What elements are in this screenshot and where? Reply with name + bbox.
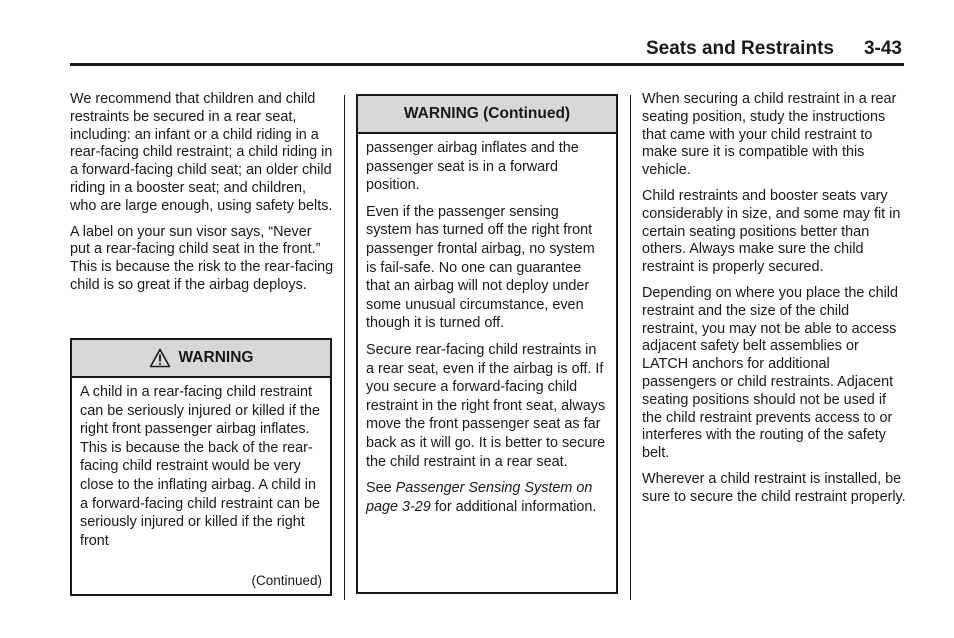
see-reference-paragraph (366, 479, 608, 516)
warning-body (72, 378, 330, 550)
page-number: 3-43 (863, 38, 902, 59)
paragraph: Secure rear-facing child restraints in a rear seat, even if the airbag is off. If you secure a forward-facing child restraint in the right front seat, always move the front passenger seat as far back as it will go. It is better to secure the child restraint in a rear seat. (366, 341, 606, 470)
paragraph: Even if the passenger sensing system has turned off the right front passenger frontal airbag, no system is fail-safe. No one can guarantee that an airbag will not deploy under some unusual circumstance, even though it is turned off. (366, 203, 595, 332)
warning-triangle-icon (149, 348, 171, 368)
warning-continued-body (358, 134, 616, 516)
header-rule (70, 63, 904, 66)
warning-text: A child in a rear-facing child restraint can be seriously injured or killed if the right front passenger airbag inflates. This is because the back of the rear-facing child restraint would be very close to the inflating airbag. A child in a forward-facing child restraint can be seriously injured or killed if the right front (80, 384, 320, 549)
paragraph: Depending on where you place the child restraint and the size of the child restraint, you may not be able to access adjacent safety belt assemblies or LATCH anchors for additional passengers or child restraints. Adjacent seating positions should not be used if the child restraint prevents access to or interferes with the routing of the safety belt. (642, 284, 899, 462)
paragraph: Child restraints and booster seats vary considerably in size, and some may fit in certain seating positions better than others. Always make sure the child restraint is properly secured. (642, 187, 901, 276)
paragraph: When securing a child restraint in a rear seating position, study the instructions that came with your child restraint to make sure it is compatible with this vehicle. (642, 91, 897, 179)
continued-label: (Continued) (251, 573, 322, 588)
paragraph: Wherever a child restraint is installed, be sure to secure the child restraint properly. (642, 470, 906, 505)
paragraph: A label on your sun visor says, “Never put a rear-facing child seat in the front.” This is because the risk to the rear-facing child is so great if the airbag deploys. (70, 223, 334, 293)
page-reference-link[interactable]: Passenger Sensing System on page 3-29 (366, 480, 593, 515)
see-prefix: See (366, 480, 396, 497)
section-title: Seats and Restraints (646, 38, 834, 59)
see-suffix: for additional information. (430, 498, 597, 515)
warning-continued-heading: WARNING (Continued) (358, 96, 616, 134)
warning-heading-text: WARNING (178, 349, 254, 366)
column-1 (70, 91, 334, 303)
column-divider (344, 95, 345, 600)
column-divider (630, 95, 631, 600)
paragraph: passenger airbag inflates and the passenger seat is in a forward position. (366, 140, 579, 194)
header-title (646, 38, 902, 60)
warning-heading (72, 340, 330, 378)
warning-continued-box (356, 94, 618, 594)
warning-box (70, 338, 332, 596)
paragraph: We recommend that children and child restraints be secured in a rear seat, including: an infant or a child riding in a rear-facing child restraint; a child riding in a forward-facing child seat; an older child riding in a booster seat; and children, who are large enough, using safety belts. (70, 91, 333, 214)
column-3 (642, 91, 906, 515)
